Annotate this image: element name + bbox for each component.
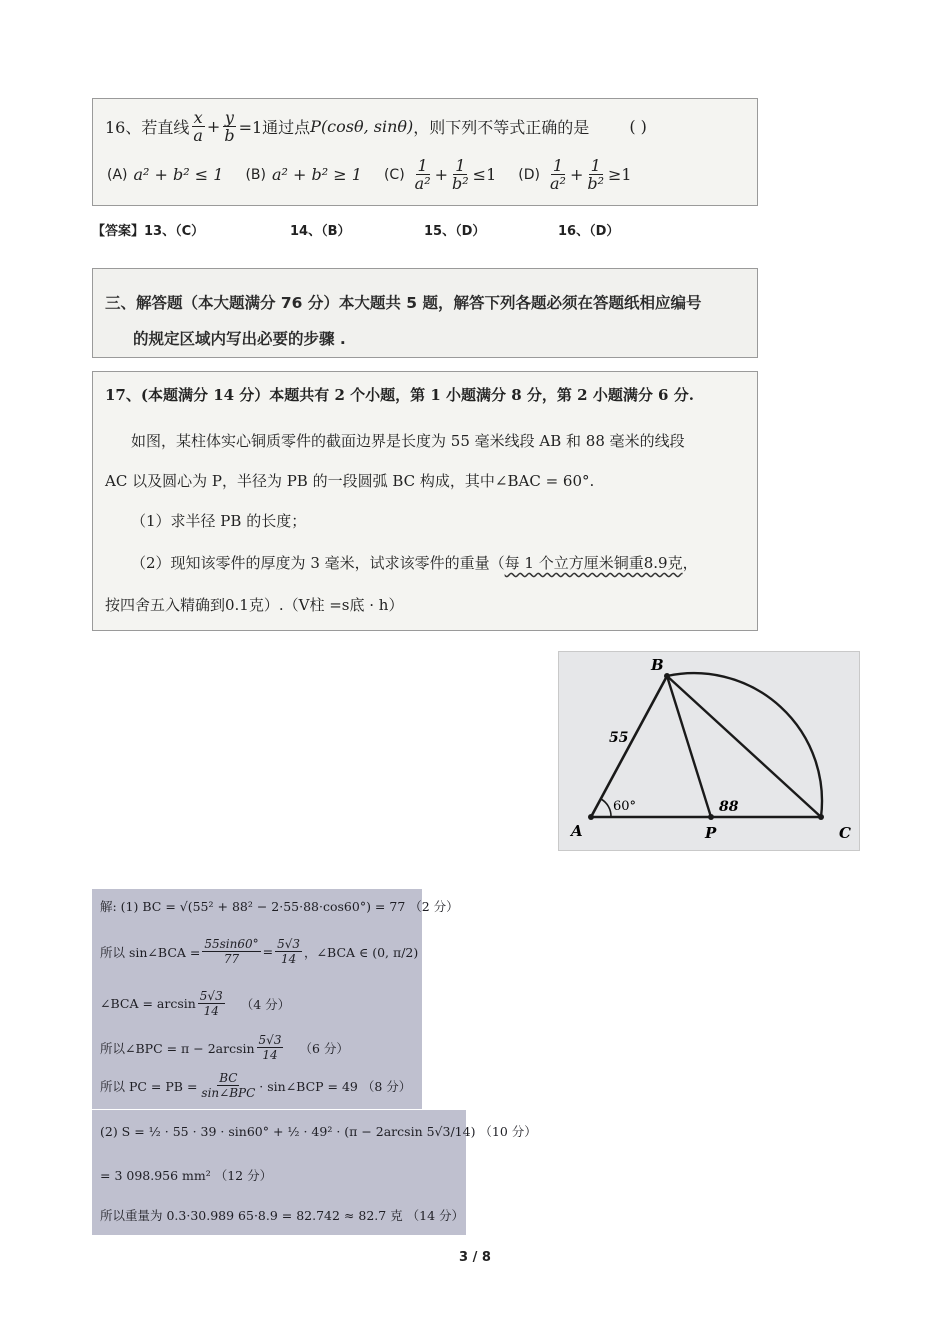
sol1-row-4 — [100, 1033, 349, 1062]
q16-prefix: 16、若直线 — [105, 118, 190, 137]
q17-line-5c: ， — [682, 554, 698, 572]
sol1-row-3 — [100, 989, 290, 1018]
option-a-label: (A) — [107, 166, 128, 183]
fraction-y-over-b: $\frac{y}{b}$ — [224, 108, 235, 145]
option-d-label: (D) — [518, 166, 540, 183]
sol1-r2-frac2: $\frac{5√3}{14}$ — [277, 937, 301, 966]
q16-suffix: ，则下列不等式正确的是 — [413, 118, 590, 137]
point-p — [708, 814, 714, 820]
label-p: P — [705, 824, 717, 842]
q17-line-5 — [131, 552, 698, 573]
sol1-r3a: ∠BCA = arcsin — [100, 996, 196, 1011]
label-c: C — [839, 824, 851, 842]
answer-row — [92, 218, 792, 240]
geometry-diagram — [559, 652, 859, 850]
sol1-r4b: （6 分） — [299, 1040, 349, 1056]
question-16-box — [92, 98, 758, 206]
section-3-header — [92, 268, 758, 358]
q16-point: P(cosθ, sinθ) — [310, 117, 414, 136]
segment-ab — [591, 676, 667, 817]
option-d: (D) $\frac{1}{\text{a²}}$ + $\frac{1}{\text{b²}}$ ≥1 — [518, 156, 632, 193]
page-number: 3 / 8 — [459, 1250, 491, 1265]
answer-13: 【答案】13、（C） — [92, 224, 205, 239]
angle-arc — [601, 799, 611, 817]
label-88: 88 — [719, 799, 739, 815]
sol1-r5-frac: $\frac{BC}{\text{sin∠BPC}}$ — [201, 1071, 256, 1100]
sol1-r3-frac: $\frac{5√3}{14}$ — [199, 989, 223, 1018]
section-3-line-1: 三、解答题（本大题满分 76 分）本大题共 5 题，解答下列各题必须在答题纸相应编号 — [105, 294, 702, 312]
option-d-text: ≥1 — [608, 165, 632, 184]
sol1-r2-frac1: $\frac{55\sin 60^\circ}{77}$ — [204, 937, 259, 966]
sol1-row-1: 解: (1) BC = √(55² + 88² − 2·55·88·cos60°) = 77 （2 分） — [100, 899, 459, 914]
option-b-label: (B) — [245, 166, 266, 183]
option-c: (C) $\frac{1}{\text{a²}}$ + $\frac{1}{\text{b²}}$ ≤1 — [383, 156, 497, 193]
sol1-r2a: 所以 sin∠BCA = — [100, 944, 201, 960]
label-55: 55 — [609, 730, 629, 746]
answer-16: 16、（D） — [558, 224, 620, 239]
question-16-options — [107, 157, 747, 192]
section-3-line-2: 的规定区域内写出必要的步骤 . — [133, 330, 346, 348]
q16-bracket: ( ) — [629, 117, 647, 136]
option-c-text: ≤1 — [472, 165, 497, 184]
sol1-r3b: （4 分） — [240, 996, 291, 1012]
question-17-box — [92, 371, 758, 631]
sol1-r4-frac: $\frac{5√3}{14}$ — [258, 1033, 282, 1062]
option-b-text: a² + b² ≥ 1 — [272, 165, 362, 184]
point-c — [818, 814, 824, 820]
solution-part-2 — [92, 1110, 537, 1235]
fraction-x-over-a: $\frac{x}{a}$ — [193, 108, 203, 145]
sol1-r5b: · sin∠BCP = 49 （8 分） — [259, 1078, 412, 1094]
sol1-r5a: 所以 PC = PB = — [100, 1078, 198, 1094]
label-a: A — [571, 822, 583, 840]
q17-line-1: 17、(本题满分 14 分）本题共有 2 个小题，第 1 小题满分 8 分，第 2 小题满分 6 分. — [105, 386, 694, 404]
sol1-r4a: 所以∠BPC = π − 2arcsin — [100, 1040, 255, 1056]
q17-line-3: AC 以及圆心为 P，半径为 PB 的一段圆弧 BC 构成，其中∠BAC = 60°. — [105, 472, 595, 490]
sol2-row-3: 所以重量为 0.3·30.989 65·8.9 = 82.742 ≈ 82.7 克 （14 分） — [100, 1208, 465, 1223]
sol2-row-1: (2) S = ½ · 55 · 39 · sin60° + ½ · 49² · (π − 2arcsin 5√3/14) （10 分） — [100, 1124, 537, 1139]
sol1-r2b: = — [262, 944, 274, 959]
sol1-row-2 — [100, 937, 418, 966]
answer-14: 14、（B） — [290, 224, 351, 239]
point-a — [588, 814, 594, 820]
solution-part-1 — [92, 889, 459, 1109]
q17-line-2: 如图，某柱体实心铜质零件的截面边界是长度为 55 毫米线段 AB 和 88 毫米的线段 — [131, 432, 685, 450]
question-16-stem: 16、若直线 $\frac{x}{a}$ + $\frac{y}{b}$ =1通过点 P(cosθ, sinθ) ，则下列不等式正确的是 ( ) — [105, 108, 647, 145]
label-angle: 60° — [613, 799, 637, 814]
q17-line-5b: 每 1 个立方厘米铜重8.9克 — [504, 554, 683, 572]
sol1-r2c: ，∠BCA ∈ (0, π/2) — [304, 944, 419, 960]
point-b — [664, 673, 670, 679]
q17-line-4: （1）求半径 PB 的长度； — [131, 512, 307, 530]
q16-eq-text: =1通过点 — [238, 118, 311, 137]
q17-line-6: 按四舍五入精确到0.1克）.（V柱 =s底 · h） — [105, 596, 404, 614]
answer-15: 15、（D） — [424, 224, 486, 239]
option-c-label: (C) — [383, 166, 405, 183]
sol1-row-5 — [100, 1071, 411, 1100]
option-a — [107, 165, 223, 184]
label-b: B — [651, 656, 664, 674]
option-b — [245, 165, 361, 184]
q17-line-5a: （2）现知该零件的厚度为 3 毫米，试求该零件的重量（ — [131, 554, 505, 572]
geometry-figure — [558, 651, 860, 851]
sol2-row-2: = 3 098.956 mm² （12 分） — [100, 1168, 273, 1183]
option-a-text: a² + b² ≤ 1 — [133, 165, 224, 184]
